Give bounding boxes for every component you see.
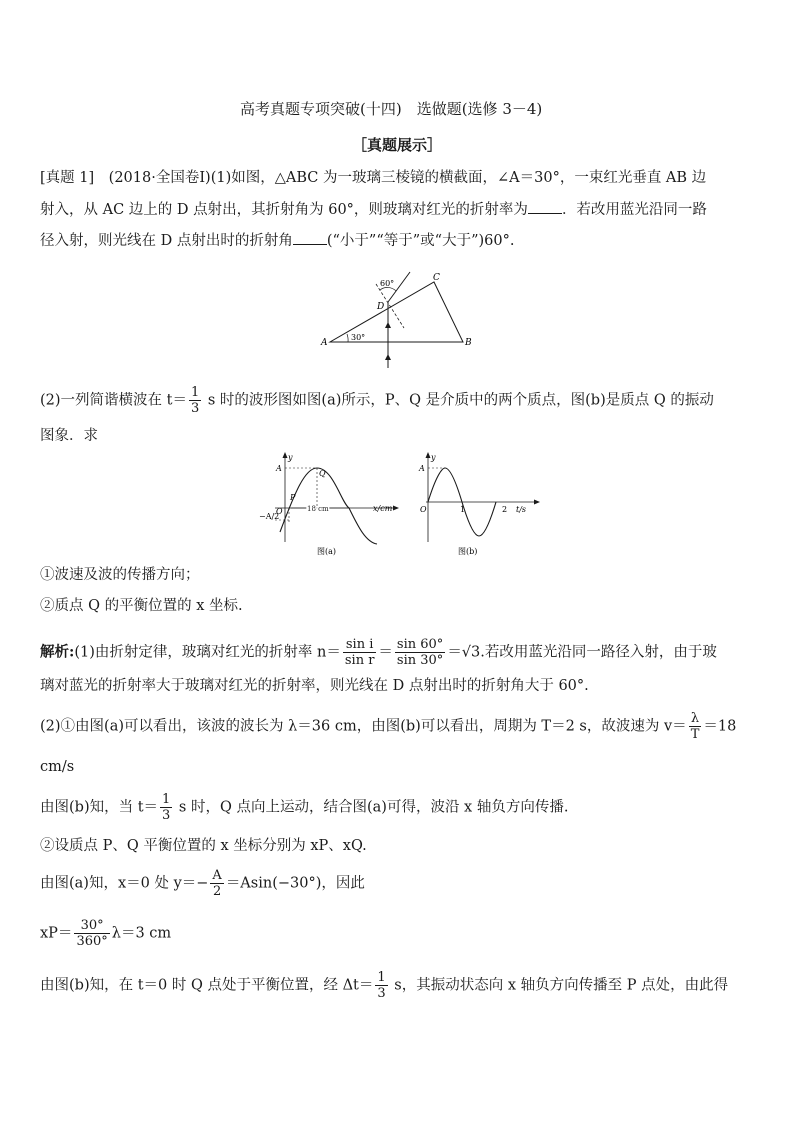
wave-figure-a [255,452,405,558]
fraction-A-2 [210,868,223,899]
problem-tag: [真题 1] [40,170,95,186]
y-label-a: y [288,453,293,462]
frac-num: 1 [190,385,200,400]
Q-label: Q [319,469,326,478]
angle-arc-30 [347,334,348,342]
t1-label: 1 [460,505,466,514]
part2-line-1 [40,385,714,416]
solution-line-2: 璃对蓝光的折射率大于玻璃对红光的折射率，则光线在 D 点射出时的折射角大于 60°. [40,678,589,694]
label-A: A [321,338,328,348]
answer-blank-2 [293,230,327,245]
solution-text-2b: ＝18 [703,718,737,735]
part2-text-a: (2)一列简谐横波在 t＝ [40,392,187,409]
frac-num: sin 60° [396,637,444,652]
part2-line-2: 图象．求 [40,428,98,444]
t2-label: 2 [502,505,508,514]
fraction-one-third-3 [375,970,387,1001]
solution-label: 解析: [40,643,75,661]
frac-den: 2 [212,884,222,899]
solution-line-9 [40,970,728,1001]
problem-text-2a: 射入，从 AC 边上的 D 点射出，其折射角为 60°，则玻璃对红光的折射率为 [40,202,528,218]
problem-line-2 [40,199,707,220]
frac-den: 360° [76,934,108,949]
P-label: P [290,493,296,502]
frac-num: 30° [74,918,109,934]
problem-text-1: (2018·全国卷Ⅰ)(1)如图，△ABC 为一玻璃三棱镜的横截面，∠A＝30°，一束红光垂直 AB 边 [108,170,707,186]
problem-text-3b: (“小于”“等于”或“大于”)60°. [326,233,515,249]
y-label-b: y [431,453,436,462]
fraction-lambda-T [689,711,702,742]
solution-text-1b: ＝√3.若改用蓝光沿同一路径入射，由于玻 [447,644,717,661]
solution-text-5a: 由图(a)知，x＝0 处 y＝− [40,875,209,892]
label-D: D [377,302,385,312]
solution-text-1a: (1)由折射定律，玻璃对红光的折射率 n＝ [74,644,341,661]
solution-text-3a: 由图(b)知，当 t＝ [40,799,159,816]
solution-line-8 [40,918,171,949]
caption-a: 图(a) [317,547,337,556]
solution-line-6: ②设质点 P、Q 平衡位置的 x 坐标分别为 xP、xQ. [40,838,367,854]
frac-num: λ [689,711,702,727]
question-1: ①波速及波的传播方向； [40,567,200,583]
problem-line-1 [40,168,706,188]
section-header: ［真题展示］ [352,136,443,154]
frac-num: sin i [343,637,377,653]
part2-text-b: s 时的波形图如图(a)所示，P、Q 是介质中的两个质点，图(b)是质点 Q 的振动 [203,392,714,409]
problem-text-2b: ．若改用蓝光沿同一路 [561,202,707,218]
fraction-30-360 [74,918,109,949]
solution-text-7b: s，其振动状态向 x 轴负方向传播至 P 点处，由此得 [389,977,729,994]
problem-line-3 [40,230,514,251]
label-C: C [433,273,440,283]
frac-num: 1 [377,970,386,985]
solution-line-1: 解析:(1)由折射定律，玻璃对红光的折射率 n＝ $\frac{\text{sin i}}{\text{sin r}}$ ＝ $\frac{\sin 60^\circ}{\sin 30^\circ}$ ＝√3.若改用蓝光沿同一路径入射，由于玻 [40,637,717,668]
frac-den: 3 [162,808,171,823]
frac-num: 1 [162,792,171,807]
solution-line-4: cm/s [40,759,75,775]
t-arrow-b [534,500,540,505]
frac-den: sin r [344,653,375,668]
solution-line-3 [40,711,736,742]
ray-arrow-upper [385,322,391,328]
solution-line-5 [40,792,568,823]
caption-b: 图(b) [458,547,478,556]
solution-text-2a: (2)①由图(a)可以看出，该波的波长为 λ＝36 cm，由图(b)可以看出，周期为 T＝2 s，故波速为 v＝ [40,718,687,735]
solution-text-5b: ＝Asin(−30°)，因此 [225,875,365,892]
solution-text-3b: s 时，Q 点向上运动，结合图(a)可得，波沿 x 轴负方向传播. [174,799,569,816]
frac-den: T [690,727,700,742]
neg-half-A-label: −A/2 [259,512,280,521]
x-arrow-a [393,506,399,511]
answer-blank-1 [528,199,562,214]
label-B: B [465,338,472,348]
A-label-a: A [276,464,282,473]
x-label-a: x/cm [373,504,393,513]
solution-line-7 [40,868,365,899]
frac-num: A [212,868,222,883]
prism-figure [318,270,478,370]
A-label-b: A [419,464,425,473]
dist-label: 18 cm [307,505,329,513]
ray-arrow-lower [385,354,391,360]
t-label-b: t/s [516,505,527,514]
solution-text-6b: λ＝3 cm [111,925,172,942]
question-2: ②质点 Q 的平衡位置的 x 坐标. [40,598,243,614]
wave-figure-b [412,452,542,558]
origin-label-a: O [276,507,283,516]
problem-text-3a: 径入射，则光线在 D 点射出时的折射角 [40,233,293,249]
frac-den: 3 [190,401,200,416]
y-arrow-a [283,452,288,458]
fraction-sin60-sin30 [395,637,445,668]
solution-text-7a: 由图(b)知，在 t＝0 时 Q 点处于平衡位置，经 Δt＝ [40,977,374,994]
frac-den: sin 30° [396,653,444,668]
origin-label-b: O [420,505,427,514]
angle-label-30: 30° [351,333,366,342]
page-title: 高考真题专项突破(十四) 选做题(选修 3－4) [240,100,543,118]
fraction-sini-sinr [343,637,377,668]
angle-label-60: 60° [380,279,395,288]
y-arrow-b [426,452,431,458]
solution-text-6a: xP＝ [40,925,73,942]
fraction-one-third-2 [160,792,172,823]
fraction-one-third [189,385,201,416]
frac-den: 3 [377,986,386,1001]
